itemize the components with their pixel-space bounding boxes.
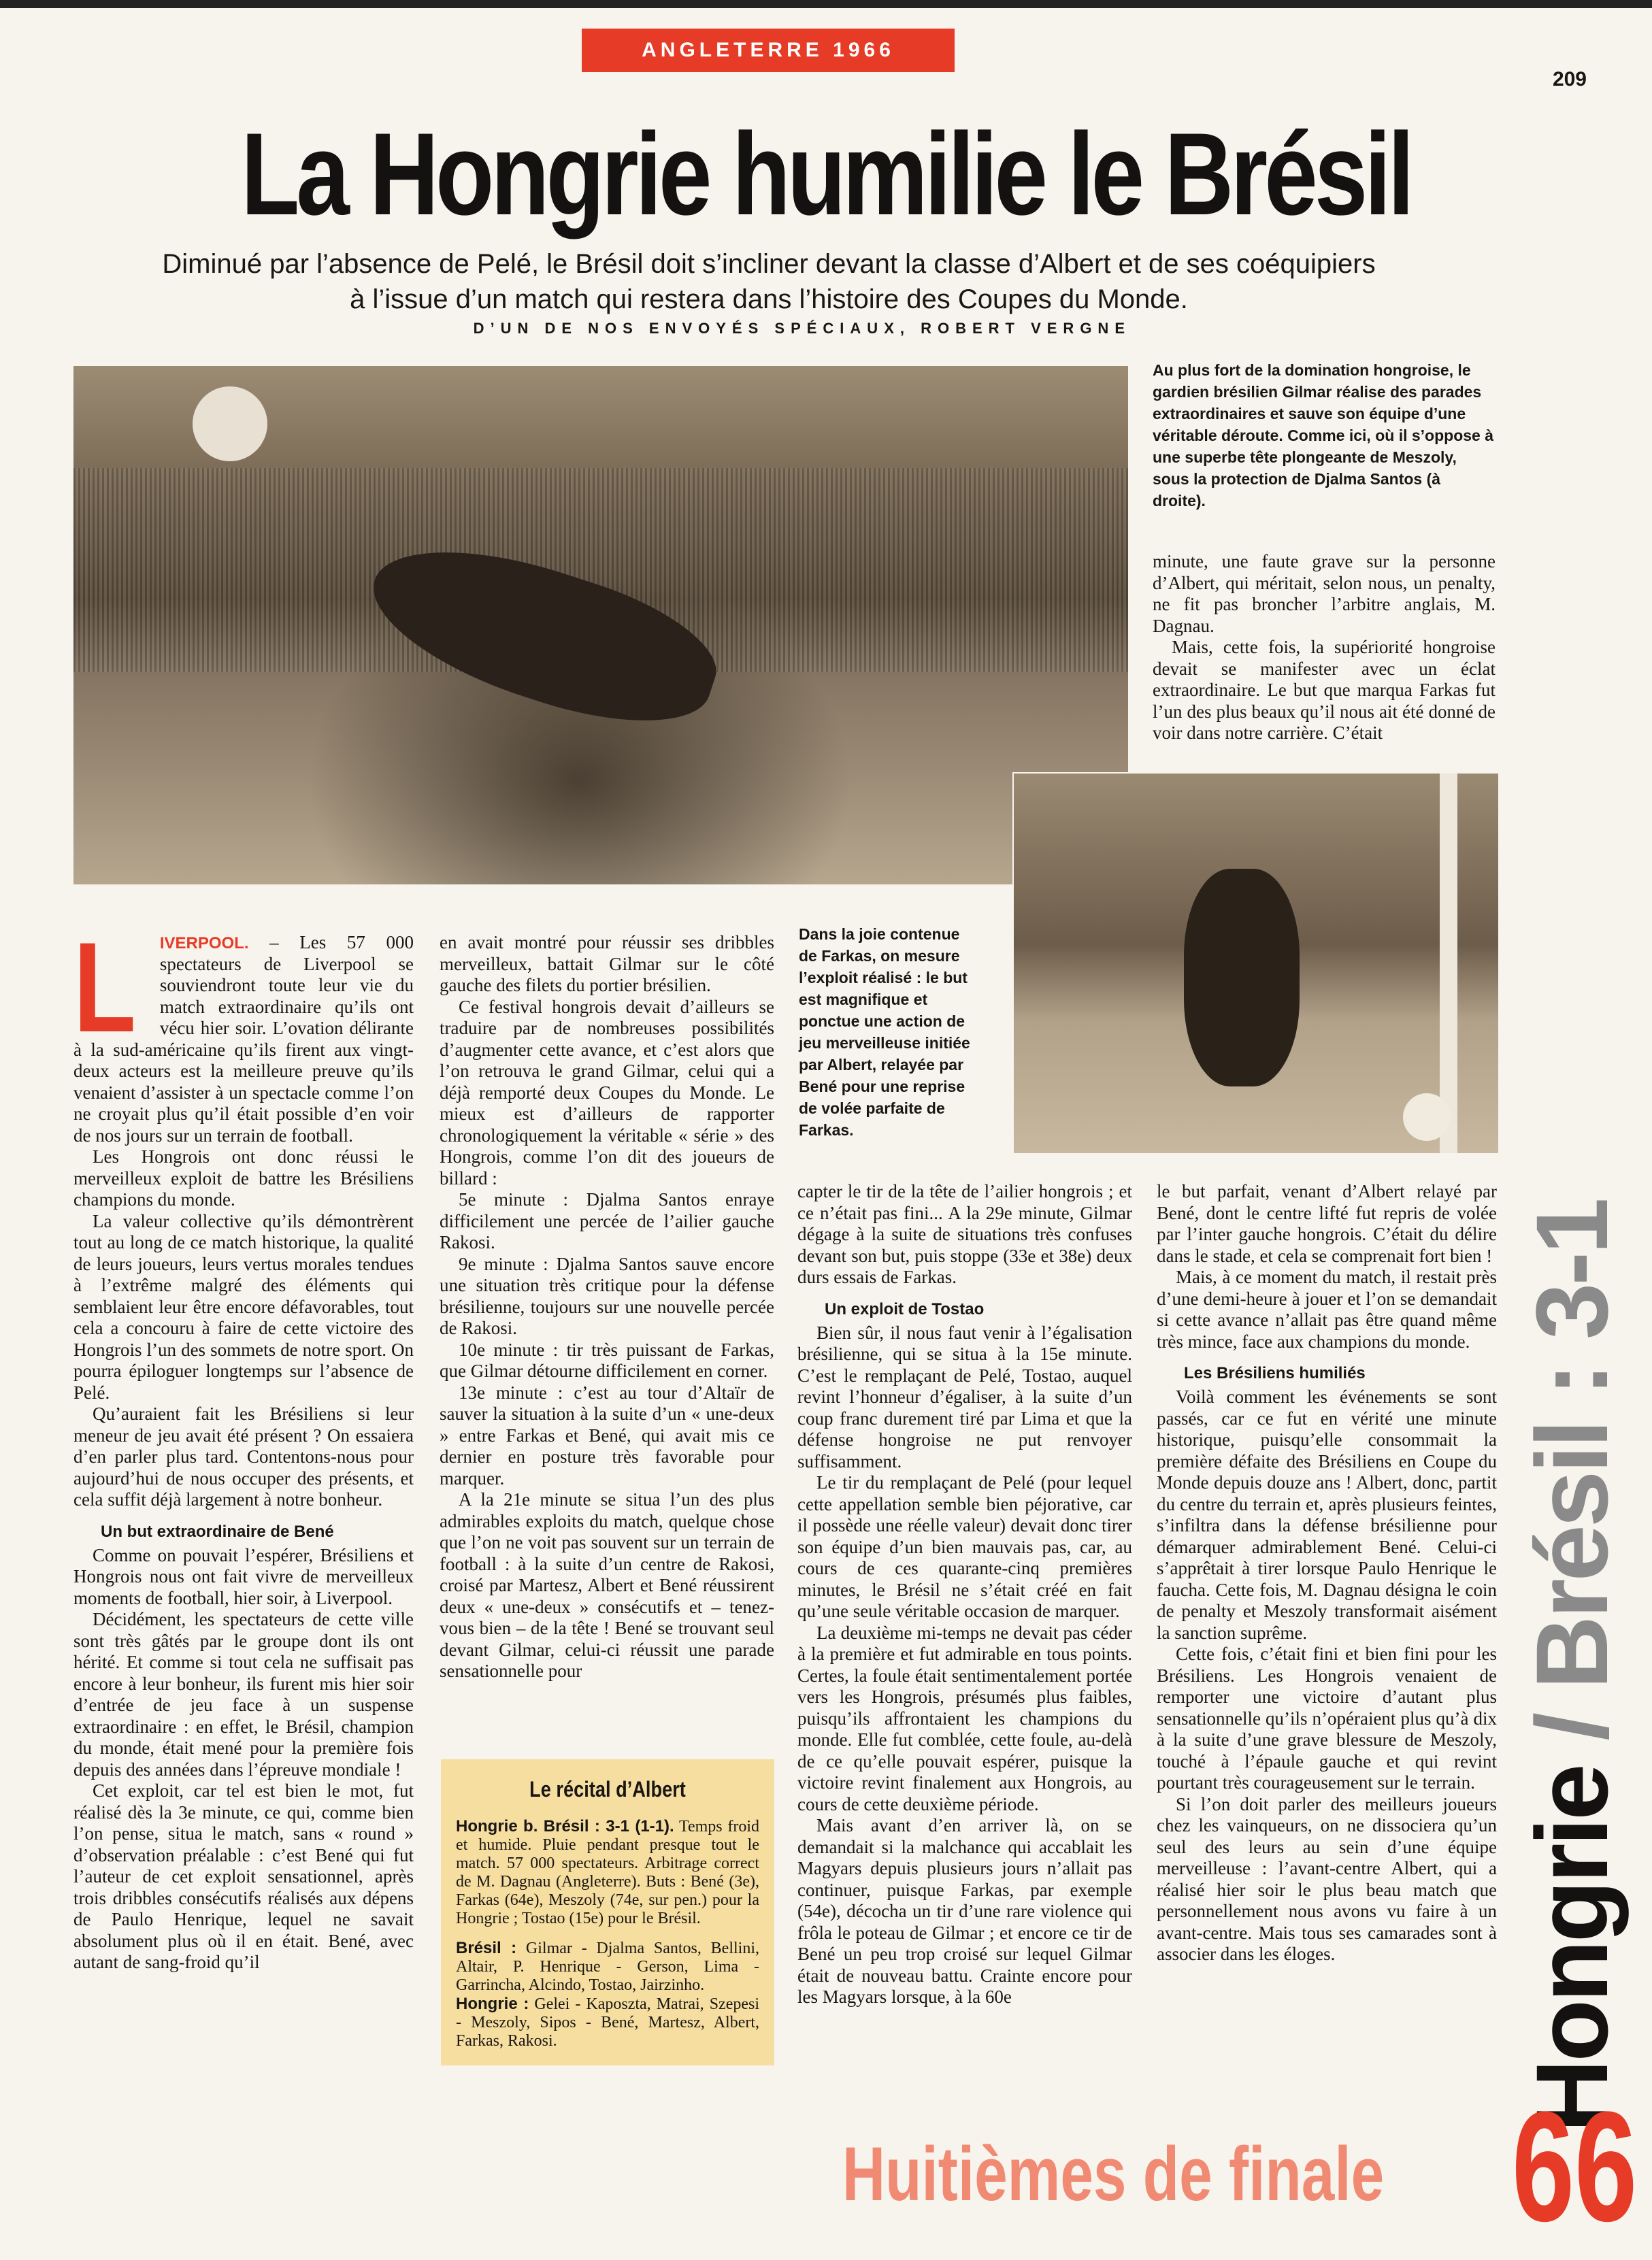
score-team-1: Hongrie — [1515, 1766, 1629, 2133]
top-edge-bar — [0, 0, 1652, 8]
article-paragraph: 10e minute : tir très puissant de Farkas, que Gilmar détourne difficilement en corner. — [440, 1339, 774, 1381]
deck — [68, 246, 1470, 317]
footer-round-label: Huitièmes de finale — [842, 2131, 1385, 2216]
article-paragraph: Cette fois, c’était fini et bien fini pour les Brésiliens. Les Hongrois venaient de remporter une victoire d’autant plus sensationnelle qu’ils n’opéraient plus qu’à dix à la suite d’une grave blessure de Meszoly, touché à l’épaule gauche et qui revint pourtant très courageusement sur le terrain. — [1157, 1644, 1497, 1793]
caption-photo-2: Dans la joie contenue de Farkas, on mesure l’exploit réalisé : le but est magnifique et ponctue une action de jeu merveilleuse initiée par Albert, relayée par Bené pour une reprise de volée parfaite de Farkas. — [799, 925, 970, 1139]
article-column-4 — [1157, 1181, 1497, 1965]
box-score-text: Temps froid et humide. Pluie pendant presque tout le match. 57 000 spectateurs. Arbitrage correct de M. Dagnau (Angleterre). Buts : Bené (3e), Farkas (64e), Meszoly (74e, sur pen.) pour la Hongrie ; Tostao (15e) pour le Brésil. — [456, 1818, 759, 1927]
article-paragraph: 13e minute : c’est au tour d’Altaïr de sauver la situation à la suite d’un « une-deux » entre Farkas et Bené, qui avait mis ce dernier en posture très favorable pour marquer. — [440, 1382, 774, 1489]
match-facts-box — [441, 1759, 774, 2065]
drop-cap: L — [73, 916, 136, 1059]
dateline: IVERPOOL. — [159, 934, 249, 952]
article-paragraph: Si l’on doit parler des meilleurs joueurs chez les vainqueurs, on ne dissociera qu’un seul des leurs au sein d’une équipe merveilleuse : l’avant-centre Albert, qui a réalisé hier soir le plus beau match que personnellement nous avons vu faire à un avant-centre. Mais tous ses camarades sont à associer dans les éloges. — [1157, 1793, 1497, 1964]
footer-edition-number: 66 — [1512, 2079, 1638, 2254]
article-column-5-upper — [1153, 551, 1496, 744]
photo-gilmar-save — [73, 366, 1128, 884]
article-column-1 — [73, 916, 414, 1974]
score-team-2: Brésil : 3-1 — [1515, 1200, 1629, 1690]
article-paragraph: La deuxième mi-temps ne devait pas céder à la première et fut admirable en tous points. Certes, la foule était sentimentalement portée vers les Hongrois, présumés plus faibles, puisqu’ils affrontaient les champions du monde. Elle fut comblée, cette foule, au-delà de ce qu’elle pouvait espérer, puisque la victoire revint finalement aux Hongrois, au cours de cette deuxième période. — [797, 1622, 1132, 1814]
article-paragraph: Voilà comment les événements se sont passés, car ce fut en vérité une minute historique, puisqu’elle consommait la première défaite des Brésiliens en Coupe du Monde depuis douze ans ! Albert, donc, partit du centre du terrain et, après plusieurs feintes, s’infiltra dans la défense brésilienne pour démarquer admirablement Bené. Celui-ci s’apprêtait à tirer lorsque Paulo Henrique le faucha. Cette fois, M. Dagnau désigna le coin de penalty et Meszoly transformait aisément la sanction suprême. — [1157, 1386, 1497, 1643]
article-paragraph: Bien sûr, il nous faut venir à l’égalisation brésilienne, qui se situa à la 15e minute. C’est le remplaçant de Pelé, Tostao, auquel revint l’honneur d’égaliser, à la suite d’un coup franc durement tiré par Lima et que la défense hongroise ne put renvoyer suffisamment. — [797, 1322, 1132, 1472]
subheading-bene: Un but extraordinaire de Bené — [101, 1522, 334, 1541]
vertical-score-banner — [1500, 1200, 1643, 2133]
article-paragraph: La valeur collective qu’ils démontrèrent tout au long de ce match historique, la qualité de leurs joueurs, leurs vertus morales tendues à l’extrême malgré des éléments qui semblaient leur être encore défavorables, tout cela a concouru à faire de cette victoire des Hongrois l’un des sommets de notre sport. On pourra épiloguer longtemps sur l’absence de Pelé. — [73, 1210, 414, 1403]
article-paragraph: 9e minute : Djalma Santos sauve encore une situation très critique pour la défense brésilienne, toujours sur une nouvelle percée de Rakosi. — [440, 1253, 774, 1338]
article-paragraph: Qu’auraient fait les Brésiliens si leur meneur de jeu avait été présent ? On essaiera d’en parler plus tard. Contentons-nous pour aujourd’hui de nous occuper des présents, et cela suffit déjà largement à notre bonheur. — [73, 1403, 414, 1510]
article-paragraph: Décidément, les spectateurs de cette ville sont très gâtés par le groupe dont ils ont hérité. Et comme si tout cela ne suffisait pas encore à leur bonheur, ils furent mis hier soir d’entrée de jeu face à un suspense extraordinaire : en effet, le Brésil, champion du monde, était mené pour la première fois depuis des années dans l’épreuve mondiale ! — [73, 1609, 414, 1780]
box-score-label: Hongrie b. Brésil : 3-1 (1-1). — [456, 1817, 674, 1835]
article-paragraph: le but parfait, venant d’Albert relayé par Bené, dont le centre lifté fut repris de volée par l’inter gauche hongrois. C’était du délire dans le stade, et cela se comprenait fort bien ! — [1157, 1181, 1497, 1266]
article-paragraph: Mais, cette fois, la supériorité hongroise devait se manifester avec un éclat extraordinaire. Le but que marqua Farkas fut l’un des plus beaux qu’il nous ait été donné de voir dans notre carrière. C’était — [1153, 637, 1496, 743]
box-bresil-label: Brésil : — [456, 1939, 517, 1957]
photo-ball-in-net — [1403, 1093, 1451, 1141]
score-separator: / — [1515, 1689, 1629, 1767]
lead-text: – Les 57 000 spectateurs de Liverpool se souviendront toute leur vie du match extraordinaire qu’ils ont vécu hier soir. L’ovation délirante à la sud-américaine qu’ils firent aux vingt-deux acteurs est la meilleure preuve qu’ils venaient d’assister à un spectacle comme l’on ne croyait plus qu’il était possible d’en voir de nos jours sur un terrain de football. — [73, 932, 414, 1146]
box-bresil-text: Gilmar - Djalma Santos, Bellini, Altair, P. Henrique - Gerson, Lima - Garrincha, Alcindo, Tostao, Jairzinho. — [456, 1940, 760, 1994]
article-paragraph: Comme on pouvait l’espérer, Brésiliens et Hongrois nous ont fait vivre de merveilleux moments de football, hier soir, à Liverpool. — [73, 1544, 414, 1608]
article-paragraph: minute, une faute grave sur la personne d’Albert, qui méritait, selon nous, un penalty, ne fit pas broncher l’arbitre anglais, M. Dagnau. — [1153, 551, 1496, 636]
byline: D’UN DE NOS ENVOYÉS SPÉCIAUX, ROBERT VERGNE — [473, 320, 1131, 337]
vertical-score-text — [1515, 1200, 1629, 2133]
box-bresil-lineup — [456, 1939, 759, 2050]
article-paragraph: 5e minute : Djalma Santos enraye difficilement une percée de l’ailier gauche Rakosi. — [440, 1189, 774, 1252]
box-title: Le récital d’Albert — [529, 1777, 686, 1801]
deck-line-1: Diminué par l’absence de Pelé, le Brésil doit s’incliner devant la classe d’Albert et de ses coéquipiers — [162, 249, 1376, 279]
article-paragraph: Mais avant d’en arriver là, on se demandait si la malchance qui accablait les Magyars depuis plusieurs jours n’allait pas continuer, puisque Farkas, par exemple (54e), décocha un tir d’une rare violence qui frôla le poteau de Gilmar ; et encore ce tir de Bené un peu trop croisé sur lequel Gilmar était de nouveau battu. Crainte encore pour les Magyars lorsque, à la 60e — [797, 1815, 1132, 2007]
caption-photo-1: Au plus fort de la domination hongroise, le gardien brésilien Gilmar réalise des parades extraordinaires et sauve son équipe d’une véritable déroute. Comme ici, où il s’oppose à une superbe tête plongeante de Meszoly, sous la protection de Djalma Santos (à droite). — [1153, 361, 1494, 510]
subheading-tostao: Un exploit de Tostao — [825, 1299, 985, 1318]
photo-celebrating-player — [1184, 869, 1300, 1086]
article-paragraph: Mais, à ce moment du match, il restait près d’une demi-heure à jouer et l’on se demandait si cette avance n’allait pas être quand même très mince, face aux champions du monde. — [1157, 1267, 1497, 1352]
photo-ball — [193, 386, 267, 461]
box-score — [456, 1817, 759, 1928]
article-lead-paragraph — [73, 916, 414, 1146]
article-column-2 — [440, 932, 774, 1682]
photo-farkas-celebration — [1012, 772, 1500, 1154]
subheading-humilies: Les Brésiliens humiliés — [1184, 1364, 1366, 1382]
article-paragraph: capter le tir de la tête de l’ailier hongrois ; et ce n’était pas fini... A la 29e minute, Gilmar dégage à la suite de situations très confuses devant son but, puis stoppe (33e et 38e) deux durs essais de Farkas. — [797, 1181, 1132, 1287]
headline: La Hongrie humilie le Brésil — [241, 109, 1411, 239]
section-kicker: ANGLETERRE 1966 — [582, 29, 955, 72]
box-hongrie-text: Gelei - Kaposzta, Matrai, Szepesi - Meszoly, Sipos - Bené, Martesz, Albert, Farkas, Rakosi. — [456, 1995, 760, 2050]
deck-line-2: à l’issue d’un match qui restera dans l’histoire des Coupes du Monde. — [350, 284, 1188, 314]
photo-goal-post — [1440, 774, 1457, 1153]
article-paragraph: Le tir du remplaçant de Pelé (pour lequel cette appellation semble bien péjorative, car il possède une réelle valeur) devait donc tirer son équipe d’un bien mauvais pas, car, au cours de ces quarante-cinq premières minutes, le Brésil ne s’était créé en fait qu’une seule véritable occasion de marquer. — [797, 1472, 1132, 1621]
article-paragraph: A la 21e minute se situa l’un des plus admirables exploits du match, quelque chose que l’on ne voit pas souvent sur un terrain de football : à la suite d’un centre de Rakosi, croisé par Martesz, Albert et Bené réussirent deux « une-deux » consécutifs et – tenez-vous bien – de la tête ! Bené se trouvant seul devant Gilmar, celui-ci réussit une parade sensationnelle pour — [440, 1489, 774, 1681]
article-paragraph: Ce festival hongrois devait d’ailleurs se traduire par de nombreuses possibilités d’augmenter cette avance, et c’est alors que l’on retrouva le grand Gilmar, celui qui a déjà remporté deux Coupes du Monde. Le mieux est d’ailleurs de rapporter chronologiquement la véritable « série » des Hongrois, comme l’on dit des joueurs de billard : — [440, 996, 774, 1189]
article-paragraph: Cet exploit, car tel est bien le mot, fut réalisé dès la 3e minute, ce qui, comme bien l’on pense, situa le match, sans « round » d’observation préalable : c’est Bené qui fut l’auteur de cet exploit sensationnel, après trois dribbles consécutifs réalisés aux dépens de Paulo Henrique, lequel ne savait absolument plus où il en était. Bené, avec autant de sang-froid qu’il — [73, 1780, 414, 1972]
article-paragraph: Les Hongrois ont donc réussi le merveilleux exploit de battre les Brésiliens champions du monde. — [73, 1146, 414, 1210]
article-paragraph: en avait montré pour réussir ses dribbles merveilleux, battait Gilmar sur le côté gauche des filets du portier brésilien. — [440, 932, 774, 995]
page-number: 209 — [1552, 68, 1587, 90]
article-column-3 — [797, 1181, 1132, 2008]
box-hongrie-label: Hongrie : — [456, 1995, 529, 2013]
